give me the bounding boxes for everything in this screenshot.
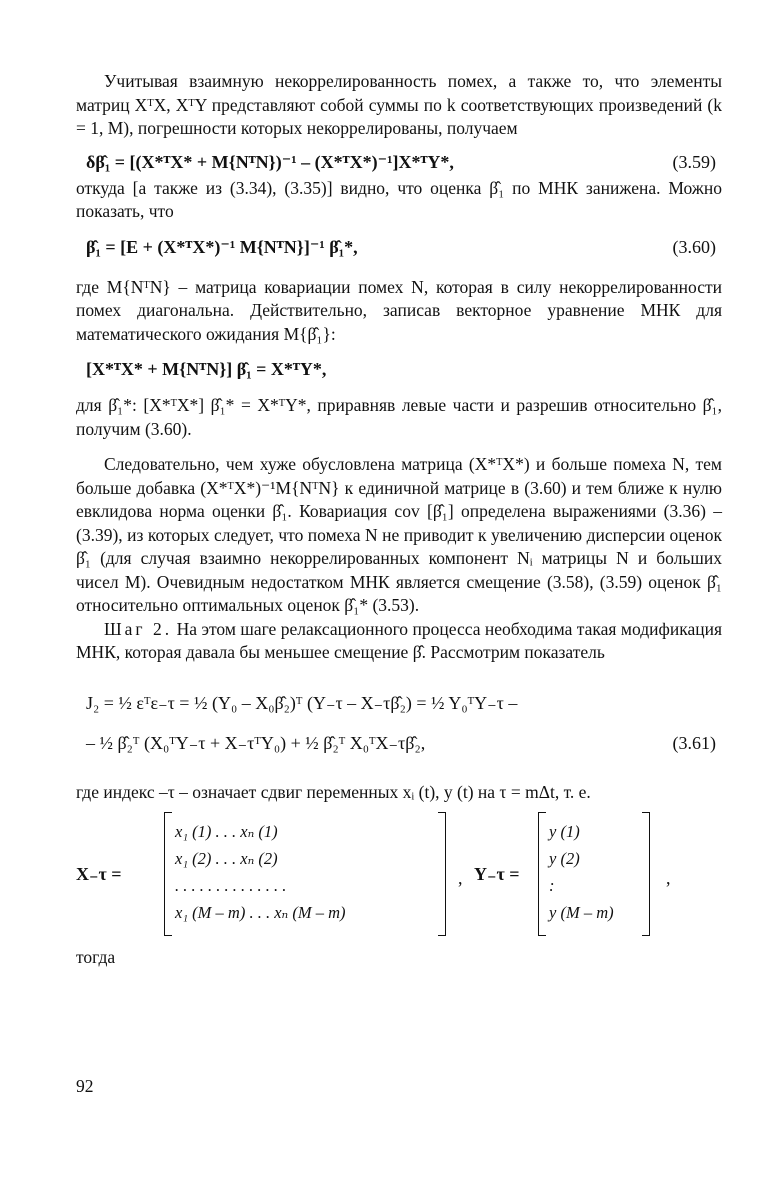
matrix-row: x₁ (2) . . . xₙ (2) — [175, 849, 278, 868]
paragraph-4: для β̂₁*: [X*ᵀX*] β̂₁* = X*ᵀY*, приравняв левые части и разрешив относительно β̂₁, получим (3.60). — [76, 395, 722, 439]
equation-3-59 — [76, 147, 722, 177]
equation-3-61-line1 — [76, 683, 722, 723]
x-shift-label: X₋τ = — [76, 864, 122, 884]
equation-number: (3.60) — [672, 236, 716, 257]
equation-body: β̂₁ = [E + (X*ᵀX*)⁻¹ M{NᵀN}]⁻¹ β̂₁*, — [86, 236, 358, 257]
matrix-row: y (2) — [549, 849, 580, 868]
equation-body: δβ̂₁ = [(X*ᵀX* + M{NᵀN})⁻¹ – (X*ᵀX*)⁻¹]X*ᵀY*, — [86, 151, 454, 172]
equation-number: (3.61) — [672, 732, 716, 753]
matrix-row: y (M – m) — [549, 903, 614, 922]
step-heading: Шаг 2. — [104, 618, 173, 639]
equation-number: (3.59) — [672, 151, 716, 172]
x-shift-matrix — [164, 812, 446, 936]
paragraph-8: тогда — [76, 947, 116, 967]
paragraph-6 — [76, 618, 722, 665]
matrix-row: y (1) — [549, 822, 580, 841]
equation-3-60 — [76, 232, 722, 262]
equation-body: [X*ᵀX* + M{NᵀN}] β̂₁ = X*ᵀY*, — [86, 359, 327, 379]
page-number: 92 — [76, 1076, 94, 1096]
equation-body: J₂ = ½ εᵀε₋τ = ½ (Y₀ – X₀β̂₂)ᵀ (Y₋τ – X₋τβ̂₂) = ½ Y₀ᵀY₋τ – — [86, 692, 518, 713]
paragraph-5: Следовательно, чем хуже обусловлена матрица (X*ᵀX*) и больше помеха N, тем больше добавка (X*ᵀX*)⁻¹M{NᵀN} к единичной матрице в (3.60) и тем ближе к нулю евклидова норма оценки β̂₁. Ковариация cov [β̂₁] определена выражениями (3.36) – (3.39), из которых следует, что помеха N не приводит к увеличению дисперсии оценок β̂₁ (для случая взаимно некоррелированных компонент Nᵢ матрицы N и больших чисел M). Очевидным недостатком МНК является смещение (3.58), (3.59) оценок β̂₁ относительно оптимальных оценок β̂₁* (3.53). — [76, 454, 722, 615]
step-text: На этом шаге релаксационного процесса необходима такая модификация МНК, которая давала бы меньшее смещение β̂. Рассмотрим показатель — [76, 618, 723, 662]
paragraph-1: Учитывая взаимную некоррелированность помех, а также то, что элементы матриц XᵀX, XᵀY представляют собой суммы по k соответствующих произведений (k = 1, M), погрешности которых некоррелированы, получаем — [76, 71, 722, 138]
matrix-row: x₁ (1) . . . xₙ (1) — [175, 822, 278, 841]
y-shift-matrix — [538, 812, 650, 936]
equation-3-61-line2 — [76, 723, 722, 763]
paragraph-7: где индекс –τ – означает сдвиг переменных xᵢ (t), y (t) на τ = mΔt, т. е. — [76, 781, 591, 802]
page-content — [76, 70, 722, 970]
matrix-row: : — [549, 876, 555, 895]
matrix-row: x₁ (M – m) . . . xₙ (M – m) — [175, 903, 346, 922]
equation-body: – ½ β̂₂ᵀ (X₀ᵀY₋τ + X₋τᵀY₀) + ½ β̂₂ᵀ X₀ᵀX₋τβ̂₂, — [86, 732, 426, 753]
y-shift-label: Y₋τ = — [474, 864, 520, 884]
paragraph-2: откуда [а также из (3.34), (3.35)] видно, что оценка β̂₁ по МНК занижена. Можно показать, что — [76, 177, 722, 221]
shift-matrices: X₋τ = x₁ (1) . . . xₙ (1) x₁ (2) . . . xₙ (2) . . . . . . . . . . . . . . x₁ (M – m) . . . xₙ (M – m) , Y₋τ = y (1) y (2) : y (M – m) , — [76, 812, 722, 942]
paragraph-3: где M{NᵀN} – матрица ковариации помех N, которая в силу некоррелированности помех диагональна. Действительно, записав векторное уравнение МНК для математического ожидания M{β̂₁}: — [76, 276, 722, 344]
equation-normal — [76, 354, 722, 384]
matrix-row: . . . . . . . . . . . . . . — [175, 876, 287, 895]
